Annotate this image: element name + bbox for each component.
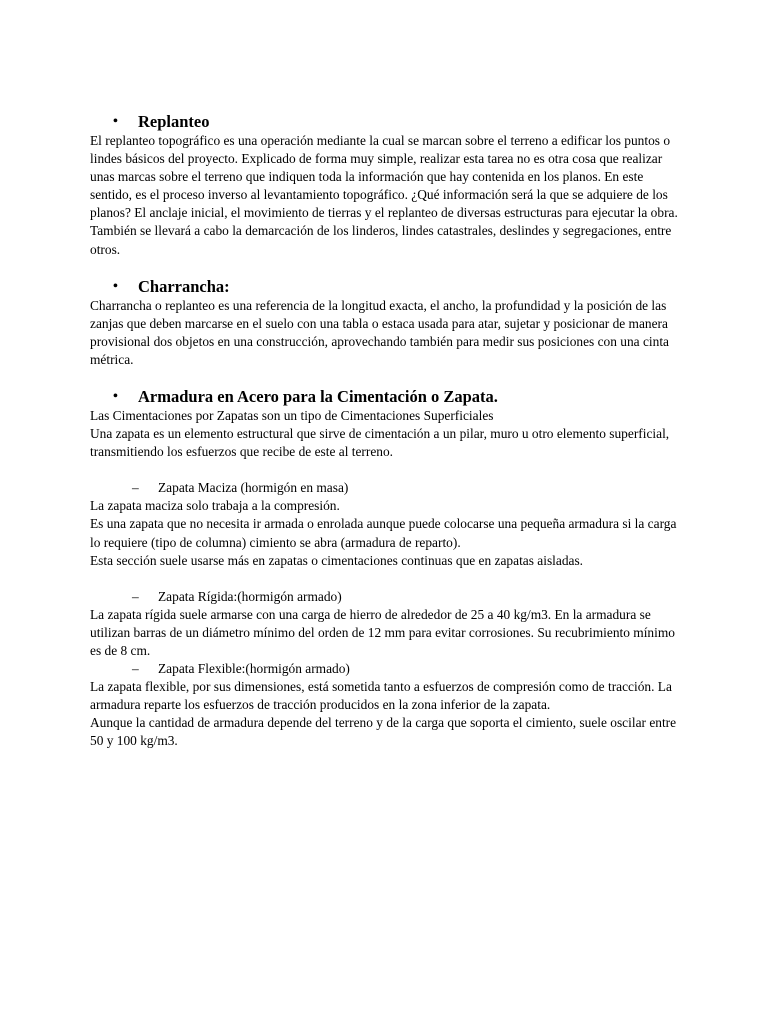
paragraph-maciza-1: La zapata maciza solo trabaja a la compresión.	[90, 498, 340, 514]
paragraph-charrancha: Charrancha o replanteo es una referencia de la longitud exacta, el ancho, la profundidad y la posición de las zanjas que deben marcarse en el suelo con una tabla o estaca usada para atar, sujetar y posicionar de manera provisional dos objetos en una construcción, aprovechando también para medir sus posiciones con una cinta métrica.	[90, 297, 669, 367]
subsection-label-text: Zapata Flexible:(hormigón armado)	[158, 660, 350, 676]
subsection-label-rigida	[90, 588, 678, 606]
heading-text: Replanteo	[138, 112, 210, 131]
heading-text: Armadura en Acero para la Cimentación o Zapata.	[138, 387, 498, 407]
subsection-label-maciza	[90, 479, 678, 497]
dash-icon: –	[132, 660, 139, 676]
bullet-icon: •	[113, 278, 118, 294]
subsection-label-text: Zapata Rígida:(hormigón armado)	[158, 588, 342, 604]
document-page	[90, 112, 678, 750]
section-heading-replanteo	[90, 112, 678, 132]
bullet-icon: •	[113, 114, 118, 129]
paragraph-intro-2: Una zapata es un elemento estructural que sirve de cimentación a un pilar, muro u otro elemento superficial, transmitiendo los esfuerzos que recibe de este al terreno.	[90, 426, 670, 460]
bullet-icon: •	[113, 389, 118, 405]
paragraph-rigida-1: La zapata rígida suele armarse con una carga de hierro de alrededor de 25 a 40 kg/m3. En la armadura se utilizan barras de un diámetro mínimo del orden de 12 mm para evitar corrosiones. Su recubrimiento mínimo es de 8 cm.	[90, 606, 675, 658]
paragraph-intro-1: Las Cimentaciones por Zapatas son un tipo de Cimentaciones Superficiales	[90, 408, 494, 424]
paragraph-maciza-3: Esta sección suele usarse más en zapatas o cimentaciones continuas que en zapatas aisladas.	[90, 552, 584, 568]
subsection-label-text: Zapata Maciza (hormigón en masa)	[158, 480, 349, 496]
section-heading-charrancha	[90, 277, 678, 297]
dash-icon: –	[132, 480, 139, 496]
paragraph-replanteo: El replanteo topográfico es una operación mediante la cual se marcan sobre el terreno a edificar los puntos o lindes básicos del proyecto. Explicado de forma muy simple, realizar esta tarea no es otra cosa que realizar unas marcas sobre el terreno que indiquen toda la información que hay contenida en los planos. En este sentido, es el proceso inverso al levantamiento topográfico. ¿Qué información será la que se adquiere de los planos? El anclaje inicial, el movimiento de tierras y el replanteo de diversas estructuras para ejecutar la obra. También se llevará a cabo la demarcación de los linderos, lindes catastrales, deslindes y segregaciones, entre otros.	[90, 133, 678, 257]
heading-text: Charrancha:	[138, 276, 230, 296]
section-heading-armadura	[90, 387, 678, 407]
paragraph-flexible-2: Aunque la cantidad de armadura depende del terreno y de la carga que soporta el cimiento, suele oscilar entre 50 y 100 kg/m3.	[90, 715, 677, 749]
paragraph-maciza-2: Es una zapata que no necesita ir armada o enrolada aunque puede colocarse una pequeña armadura si la carga lo requiere (tipo de columna) cimiento se abra (armadura de reparto).	[90, 516, 677, 550]
paragraph-flexible-1: La zapata flexible, por sus dimensiones, está sometida tanto a esfuerzos de compresión como de tracción. La armadura reparte los esfuerzos de tracción producidos en la zona inferior de la zapata.	[90, 678, 672, 713]
subsection-label-flexible	[90, 660, 678, 678]
dash-icon: –	[132, 588, 139, 604]
